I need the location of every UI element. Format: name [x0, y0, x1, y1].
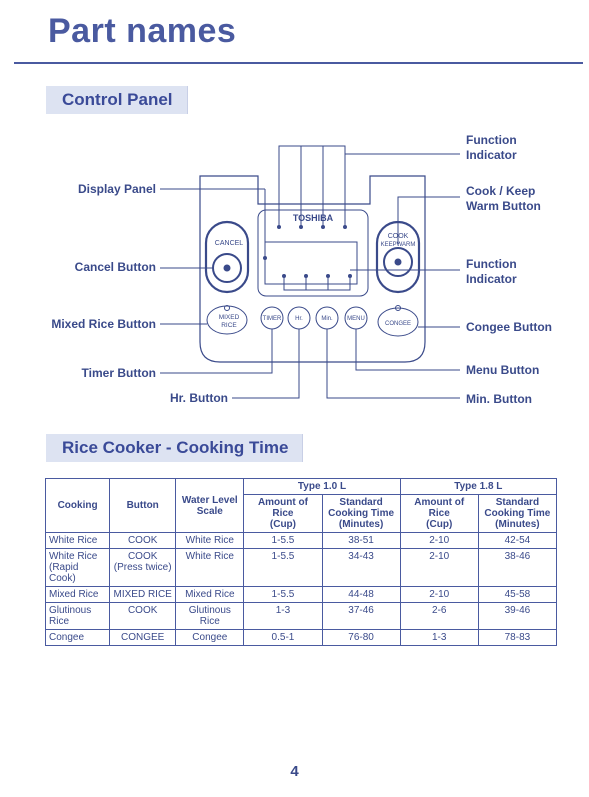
- callout-min-button: Min. Button: [466, 392, 532, 406]
- min-label: Min.: [321, 316, 333, 322]
- mixed-label: MIXED: [218, 314, 240, 321]
- cell-amount-1-0: 1-5.5: [244, 587, 322, 603]
- cell-water-level: Glutinous Rice: [176, 603, 244, 630]
- header-button: Button: [110, 479, 176, 533]
- callout-hr-button: Hr. Button: [170, 391, 228, 405]
- header-standard: Standard Cooking Time (Minutes): [322, 495, 400, 533]
- cell-amount-1-8: 2-10: [400, 533, 478, 549]
- cell-time-1-0: 34-43: [322, 549, 400, 587]
- cell-cooking: Congee: [46, 630, 110, 646]
- header-water-level: Water Level Scale: [176, 479, 244, 533]
- congee-label: CONGEE: [384, 321, 412, 327]
- cell-button: MIXED RICE: [110, 587, 176, 603]
- cell-button: CONGEE: [110, 630, 176, 646]
- hr-label: Hr.: [295, 316, 303, 322]
- cell-time-1-0: 44-48: [322, 587, 400, 603]
- cell-cooking: White Rice: [46, 533, 110, 549]
- cell-water-level: White Rice: [176, 533, 244, 549]
- cell-amount-1-8: 1-3: [400, 630, 478, 646]
- menu-label: MENU: [347, 316, 365, 322]
- table-row: [46, 587, 557, 603]
- brand-logo: TOSHIBA: [292, 213, 334, 223]
- section-heading-cooking-time: Rice Cooker - Cooking Time: [46, 434, 303, 462]
- cell-button: COOK (Press twice): [110, 549, 176, 587]
- callout-mixed-rice-button: Mixed Rice Button: [51, 317, 156, 331]
- cancel-label: CANCEL: [214, 240, 244, 247]
- callout-display-panel: Display Panel: [77, 182, 156, 196]
- section-heading-control-panel: Control Panel: [46, 86, 188, 114]
- callout-function-indicator-top: Function Indicator: [466, 133, 517, 162]
- cell-amount-1-0: 1-5.5: [244, 533, 322, 549]
- table-row: [46, 533, 557, 549]
- table-header-row: [46, 479, 557, 495]
- cell-time-1-0: 38-51: [322, 533, 400, 549]
- cell-time-1-0: 37-46: [322, 603, 400, 630]
- cell-amount-1-8: 2-10: [400, 587, 478, 603]
- cooking-time-table: [45, 478, 557, 646]
- cell-amount-1-0: 1-5.5: [244, 549, 322, 587]
- cell-water-level: Mixed Rice: [176, 587, 244, 603]
- page-title: Part names: [48, 12, 237, 50]
- header-type-1-0: Type 1.0 L: [244, 479, 400, 495]
- timer-label: TIMER: [262, 316, 282, 322]
- cell-time-1-8: 42-54: [478, 533, 556, 549]
- page-number: 4: [290, 763, 299, 780]
- cell-amount-1-0: 1-3: [244, 603, 322, 630]
- callout-menu-button: Menu Button: [466, 363, 540, 377]
- header-amount: Amount of Rice (Cup): [244, 495, 322, 533]
- cell-cooking: White Rice (Rapid Cook): [46, 549, 110, 587]
- header-cooking: Cooking: [46, 479, 110, 533]
- keepwarm-label: KEEPWARM: [380, 242, 416, 248]
- cell-water-level: White Rice: [176, 549, 244, 587]
- callout-function-indicator-right: Function Indicator: [466, 257, 517, 286]
- cell-button: COOK: [110, 603, 176, 630]
- callout-cancel-button: Cancel Button: [74, 260, 156, 274]
- header-type-1-8: Type 1.8 L: [400, 479, 556, 495]
- cell-button: COOK: [110, 533, 176, 549]
- table-row: [46, 549, 557, 587]
- callout-timer-button: Timer Button: [81, 366, 156, 380]
- rice-label: RICE: [221, 322, 237, 329]
- cell-water-level: Congee: [176, 630, 244, 646]
- cell-time-1-8: 38-46: [478, 549, 556, 587]
- cell-time-1-0: 76-80: [322, 630, 400, 646]
- table-row: [46, 630, 557, 646]
- cell-amount-1-8: 2-10: [400, 549, 478, 587]
- cell-cooking: Mixed Rice: [46, 587, 110, 603]
- cell-time-1-8: 39-46: [478, 603, 556, 630]
- cell-time-1-8: 78-83: [478, 630, 556, 646]
- callout-cook-keep-warm: Cook / Keep Warm Button: [466, 184, 541, 213]
- header-standard: Standard Cooking Time (Minutes): [478, 495, 556, 533]
- cell-amount-1-8: 2-6: [400, 603, 478, 630]
- cell-amount-1-0: 0.5-1: [244, 630, 322, 646]
- table-row: [46, 603, 557, 630]
- cell-time-1-8: 45-58: [478, 587, 556, 603]
- cell-cooking: Glutinous Rice: [46, 603, 110, 630]
- cook-label: COOK: [387, 233, 409, 240]
- callout-congee-button: Congee Button: [466, 320, 552, 334]
- header-amount: Amount of Rice (Cup): [400, 495, 478, 533]
